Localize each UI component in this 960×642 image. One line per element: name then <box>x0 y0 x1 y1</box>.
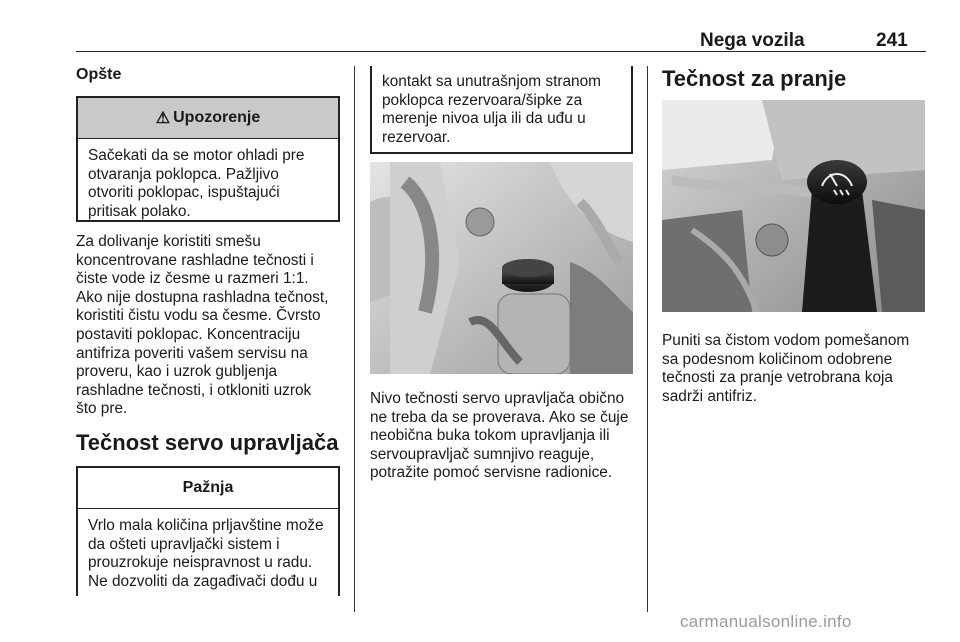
watermark: carmanualsonline.info <box>680 612 852 631</box>
power-steering-reservoir-image <box>370 162 633 374</box>
caution-box-header <box>78 468 338 509</box>
section-heading-washer-fluid: Tečnost za pranje <box>662 66 847 91</box>
caution-body: Vrlo mala količina prljavštine može da ošteti upravljački sistem i prouzrokuje neispravnost u radu. Ne dozvoliti da zagađivači dođu u <box>88 517 324 590</box>
warning-box-header <box>78 98 338 139</box>
section-heading-power-steering: Tečnost servo upravljača <box>76 430 339 455</box>
washer-fluid-reservoir-image <box>662 100 925 312</box>
header-rule <box>76 51 926 52</box>
warning-body: Sačekati da se motor ohladi pre otvaranja poklopca. Pažljivo otvoriti poklopac, ispuštajući pritisak polako. <box>88 147 305 220</box>
warning-triangle-icon: ⚠ <box>155 110 171 127</box>
caution-title: Pažnja <box>182 479 234 496</box>
power-steering-paragraph: Nivo tečnosti servo upravljača obično ne treba da se proverava. Ako se čuje neobična buka tokom upravljanja ili servoupravljač sumnjivo reaguje, potražite pomoć servisne radionice. <box>370 390 629 482</box>
page-number: 241 <box>876 30 908 51</box>
caution-box <box>76 466 340 596</box>
subheading-general: Opšte <box>76 66 122 83</box>
washer-fluid-paragraph: Puniti sa čistom vodom pomešanom sa podesnom količinom odobrene tečnosti za pranje vetrobrana koja sadrži antifriz. <box>662 332 910 405</box>
coolant-paragraph: Za dolivanje koristiti smešu koncentrovane rashladne tečnosti i čiste vode iz česme u razmeri 1:1. Ako nije dostupna rashladna tečnost, koristiti čistu vodu sa česme. Čvrsto postaviti poklopac. Koncentraciju antifriza poveriti vašem servisu na proveru, kao i uzrok gubljenja rashladne tečnosti, i otkloniti uzrok što pre. <box>76 233 329 418</box>
warning-box <box>76 96 340 222</box>
warning-title: Upozorenje <box>173 109 261 126</box>
caution-continued-body: kontakt sa unutrašnjom stranom poklopca rezervoara/šipke za merenje nivoa ulja ili da uđu u rezervoar. <box>382 73 601 146</box>
column-divider-2 <box>647 66 648 612</box>
caution-box-continued <box>370 66 633 154</box>
header-title: Nega vozila <box>700 30 805 51</box>
column-divider-1 <box>354 66 355 612</box>
